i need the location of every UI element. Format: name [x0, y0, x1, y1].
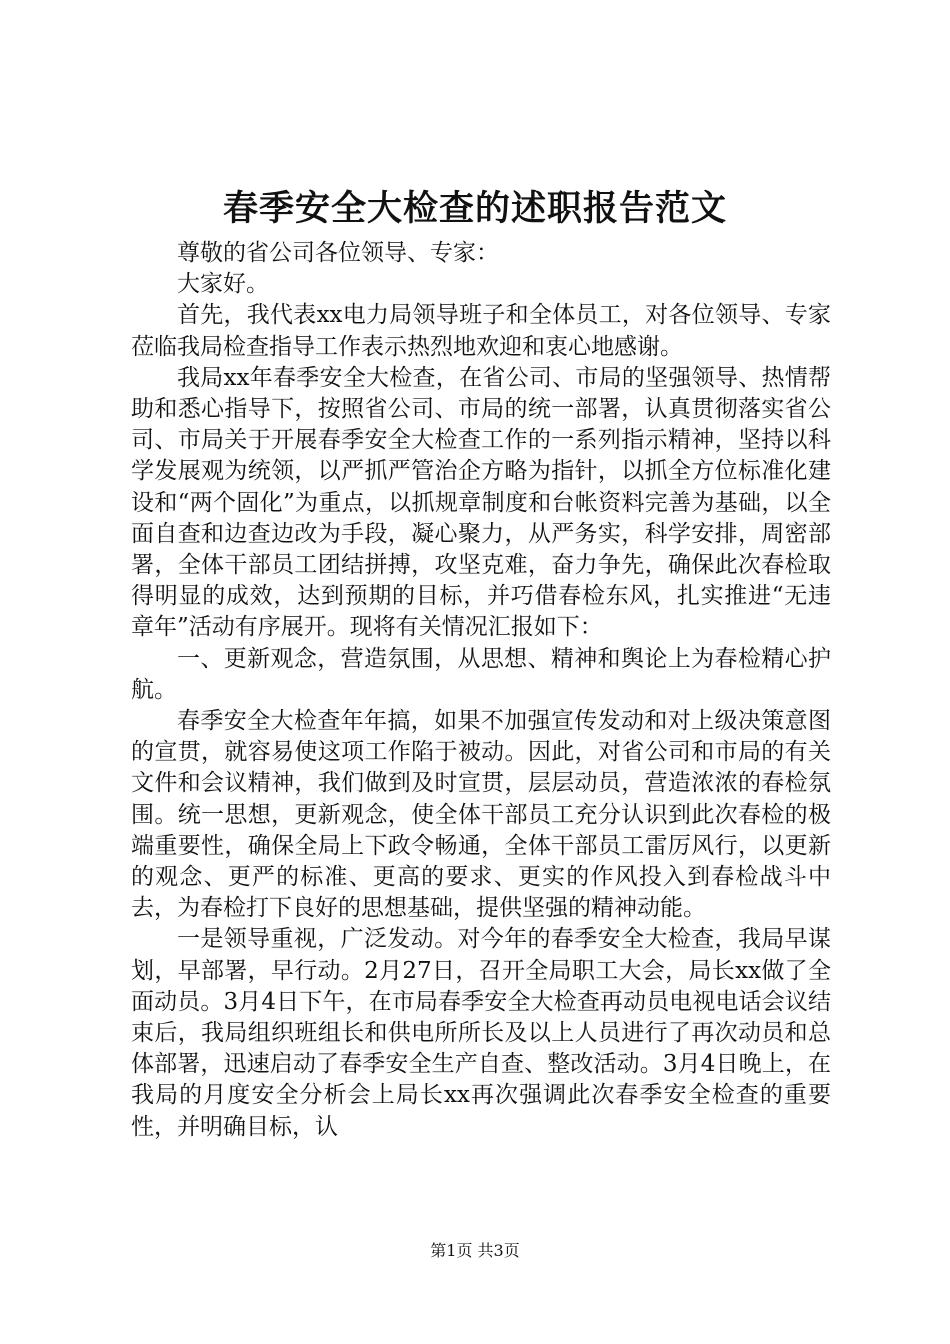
page-footer: 第1页 共3页	[430, 1241, 520, 1260]
paragraph-overview: 我局xx年春季安全大检查，在省公司、市局的坚强领导、热情帮助和悉心指导下，按照省公司、市局的统一部署，认真贯彻落实省公司、市局关于开展春季安全大检查工作的一系列指示精神，坚持以科学发展观为统领，以严抓严管治企方略为指针，以抓全方位标准化建设和“两个固化”为重点，以抓规章制度和台帐资料完善为基础，以全面自查和边查边改为手段，凝心聚力，从严务实，科学安排，周密部署，全体干部员工团结拼搏，攻坚克难，奋力争先，确保此次春检取得明显的成效，达到预期的目标，并巧借春检东风，扎实推进“无违章年”活动有序展开。现将有关情况汇报如下：	[131, 364, 831, 641]
paragraph-greeting: 大家好。	[177, 271, 269, 298]
document-title: 春季安全大检查的述职报告范文	[222, 188, 727, 229]
paragraph-salutation: 尊敬的省公司各位领导、专家：	[177, 240, 499, 266]
paragraph-welcome: 首先，我代表xx电力局领导班子和全体员工，对各位领导、专家莅临我局检查指导工作表示热烈地欢迎和衷心地感谢。	[131, 302, 831, 360]
paragraph-leadership: 一是领导重视，广泛发动。对今年的春季安全大检查，我局早谋划，早部署，早行动。2月27日，召开全局职工大会，局长xx做了全面动员。3月4日下午，在市局春季安全大检查再动员电视电话会议结束后，我局组织班组长和供电所所长及以上人员进行了再次动员和总体部署，迅速启动了春季安全生产自查、整改活动。3月4日晚上，在我局的月度安全分析会上局长xx再次强调此次春季安全检查的重要性，并明确目标，认	[131, 926, 831, 1140]
document-body	[131, 238, 831, 1143]
paragraph-section-1: 春季安全大检查年年搞，如果不加强宣传发动和对上级决策意图的宣贯，就容易使这项工作陷于被动。因此，对省公司和市局的有关文件和会议精神，我们做到及时宣贯，层层动员，营造浓浓的春检氛围。统一思想，更新观念，使全体干部员工充分认识到此次春检的极端重要性，确保全局上下政令畅通，全体干部员工雷厉风行，以更新的观念、更严的标准、更高的要求、更实的作风投入到春检战斗中去，为春检打下良好的思想基础，提供坚强的精神动能。	[131, 708, 831, 922]
section-heading-1: 一、更新观念，营造氛围，从思想、精神和舆论上为春检精心护航。	[131, 645, 831, 703]
